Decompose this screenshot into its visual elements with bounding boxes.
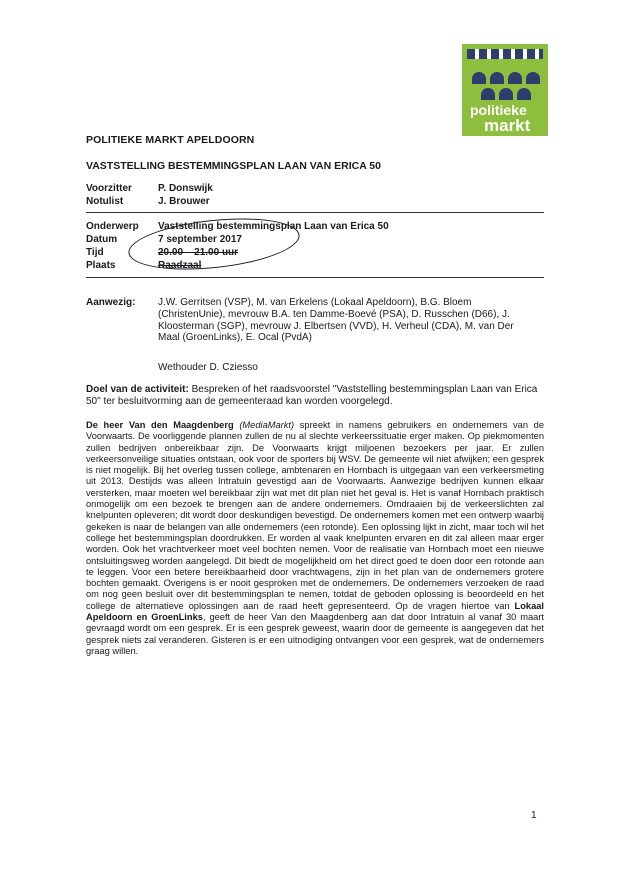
logo-person-icon	[490, 72, 504, 84]
parties-mention: Lokaal Apeldoorn en GroenLinks	[86, 600, 544, 623]
document-title: VASTSTELLING BESTEMMINGSPLAN LAAN VAN ERICA 50	[86, 160, 381, 172]
onderwerp-label: Onderwerp	[86, 221, 139, 232]
logo-person-icon	[517, 88, 531, 100]
doel-label: Doel van de activiteit:	[86, 384, 189, 395]
wethouder: Wethouder D. Cziesso	[158, 362, 258, 373]
logo-awning	[467, 49, 543, 59]
logo-person-icon	[526, 72, 540, 84]
logo-person-icon	[472, 72, 486, 84]
doel-text: Bespreken of het raadsvoorstel "Vaststelling bestemmingsplan Laan van Erica 50" ter besluitvorming aan de gemeenteraad kan worden voorgelegd.	[86, 384, 538, 407]
divider	[86, 212, 544, 213]
datum-label: Datum	[86, 234, 118, 245]
logo-text-politieke: politieke	[470, 102, 527, 118]
notulist-label: Notulist	[86, 196, 124, 207]
tijd-value: 20.00 – 21.00 uur	[158, 247, 239, 258]
speaker-org: (MediaMarkt)	[239, 420, 295, 430]
minutes-text-2: , geeft de heer Van den Maagdenberg aan dat door Intratuin al vanaf 30 maart gevraagd wordt om een gesprek. Er is een gesprek geweest, waarin door de gemeente is aangegeven dat het gesprek niets zal veranderen. Gisteren is er een uitnodiging ontvangen voor een gesprek, wat de ondernemers graag willen.	[86, 612, 545, 656]
politieke-markt-logo	[462, 44, 548, 136]
speaker-name: De heer Van den Maagdenberg	[86, 420, 234, 430]
logo-person-icon	[508, 72, 522, 84]
aanwezig-label: Aanwezig:	[86, 297, 136, 308]
divider	[86, 277, 544, 278]
attendees-list: J.W. Gerritsen (VSP), M. van Erkelens (Lokaal Apeldoorn), B.G. Bloem (ChristenUnie), mevrouw B.A. ten Damme-Boevé (PSA), D. Russchen (D66), J. Kloosterman (SGP), mevrouw J. Elbertsen (VVD), H. Verheul (CDA), M. van Der Maal (GroenLinks), E. Ocal (PvdA)	[158, 297, 514, 344]
logo-person-icon	[481, 88, 495, 100]
doel-paragraph	[86, 384, 538, 408]
plaats-value: Raadzaal	[158, 260, 202, 271]
voorzitter-label: Voorzitter	[86, 183, 132, 194]
org-heading: POLITIEKE MARKT APELDOORN	[86, 134, 255, 146]
minutes-paragraph	[86, 420, 544, 657]
logo-text-markt: markt	[484, 116, 531, 135]
plaats-label: Plaats	[86, 260, 116, 271]
tijd-label: Tijd	[86, 247, 104, 258]
minutes-text-1: spreekt in namens gebruikers en ondernemers van de Voorwaarts. De voorliggende plannen zullen de nu al slechte verkeerssituatie erger maken. Op piekmomenten zullen bedrijven onbereikbaar zijn. De Voorwaarts krijgt miljoenen bezoekers per jaar. Er zullen verkeersonveilige situaties ontstaan, ook voor de sporters bij WSV. De gemeente wil niet afwijken; een gesprek is niet mogelijk. Bij het overleg tussen college, ambtenaren en Hornbach is uitgegaan van een verkeersmeting uit 2013. Destijds was alleen Intratuin gevestigd aan de Voorwaarts. Aanwezige bedrijven kunnen elkaar versterken, maar moeten wel bereikbaar zijn wat met dit plan niet het geval is. Het is vanaf Hornbach praktisch onmogelijk om een bezoek te brengen aan de andere ondernemers. Omdraaien bij de verkeerslichten zal knelpunten opleveren; dit wordt door deskundigen bevestigd. De ondernemers komen met een ontwerp waarbij gekeken is naar de belangen van alle ondernemers (een rotonde). Een oplossing lijkt in zicht, maar toch wil het college het bestemmingsplan doordrukken. Er worden al vaak knelpunten ervaren en dit zal alleen maar erger worden. Ook het vrachtverkeer moet veel bochten nemen. Voor de realisatie van Hornbach moet een nieuwe ontsluitingsweg worden aangelegd. Dit biedt de mogelijkheid om het direct goed te doen door een rotonde aan te leggen. Voor een betere bereikbaarheid door vrachtwagens, zijn in het plan van de ondernemers grotere bochten gemaakt. Overigens is er nooit gesproken met de ondernemers. De ondernemers verzoeken de raad om nog geen besluit over dit bestemmingsplan te nemen, totdat de geboden oplossing is beoordeeld en het college de alternatieve oplossingen aan de raad heeft gepresenteerd. Op de vragen hiertoe van	[86, 420, 544, 611]
logo-person-icon	[499, 88, 513, 100]
notulist-value: J. Brouwer	[158, 196, 210, 207]
onderwerp-value: Vaststelling bestemmingsplan Laan van Erica 50	[158, 221, 389, 232]
page-number: 1	[531, 810, 537, 821]
voorzitter-value: P. Donswijk	[158, 183, 213, 194]
datum-value: 7 september 2017	[158, 234, 242, 245]
